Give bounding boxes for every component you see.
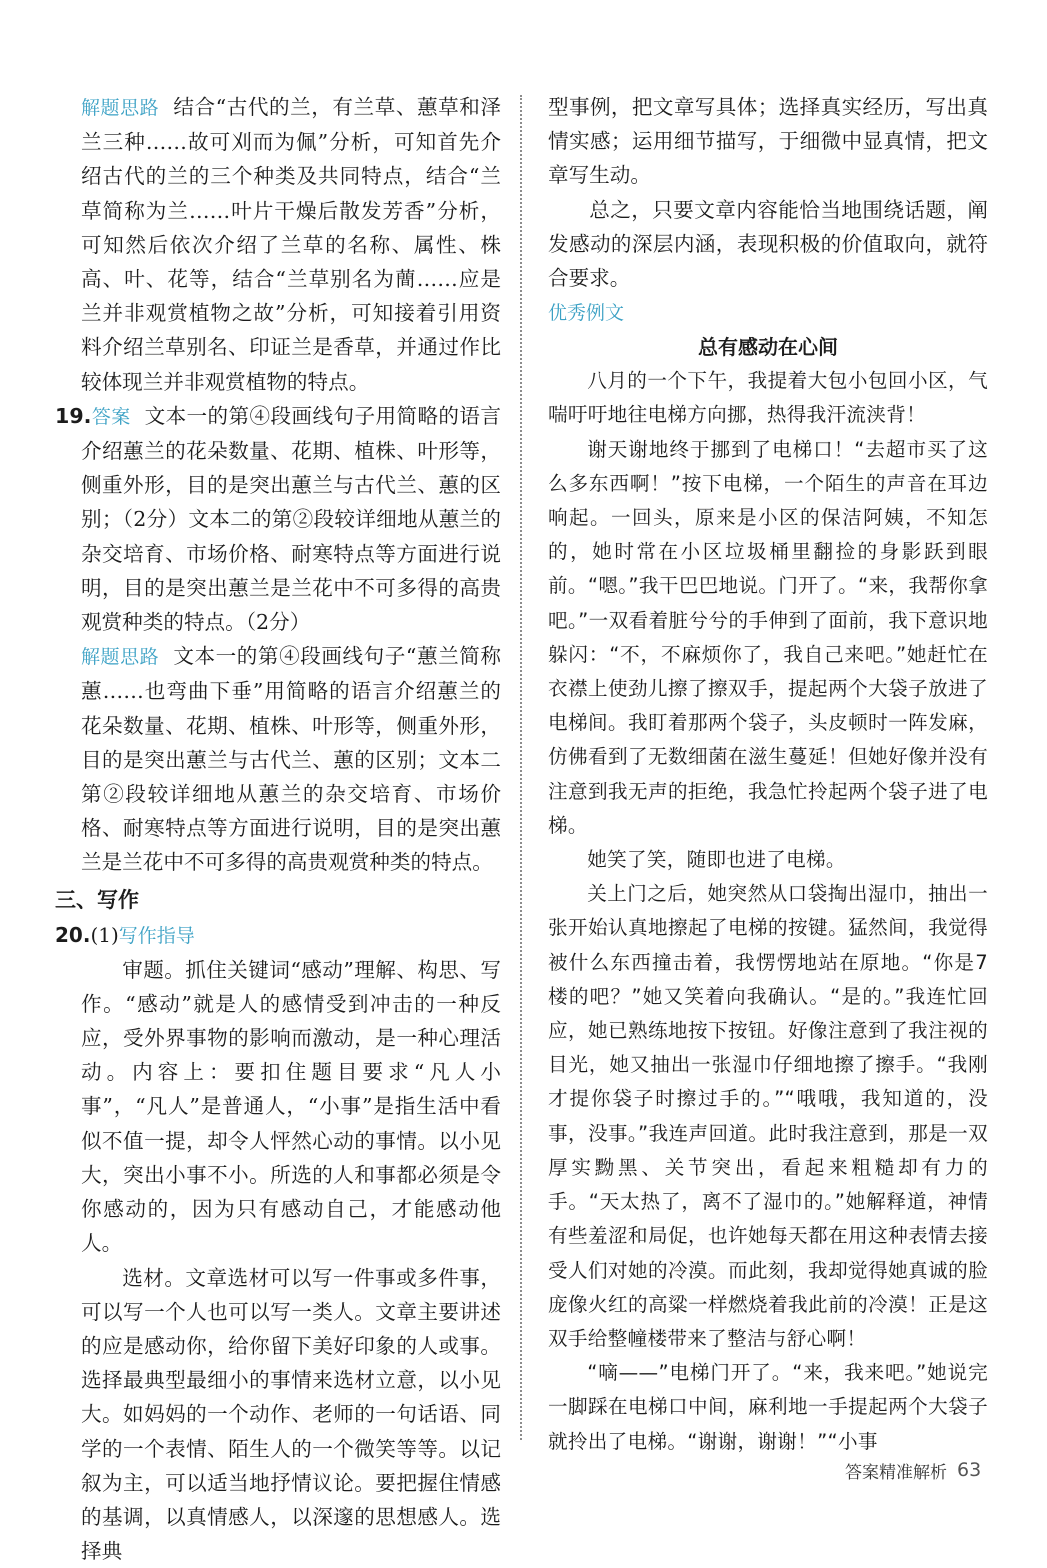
writing-guide-paragraph: 选材。文章选材可以写一件事或多件事，可以写一个人也可以写一类人。文章主要讲述的应是感动你，给你留下美好印象的人或事。选择最典型最细小的事情来选材立意，以小见大。如妈妈的一个动作、老师的一句话语、同学的一个表情、陌生人的一个微笑等等。以记叙为主，可以适当地抒情议论。要把握住情感的基调，以真情感人，以深邃的思想感人。选择典 [55, 1261, 501, 1568]
analysis-text: 文本一的第④段画线句子“蕙兰简称蕙……也弯曲下垂”用简略的语言介绍蕙兰的花朵数量、花期、植株、叶形等，侧重外形，目的是突出蕙兰与古代兰、蕙的区别；文本二第②段较详细地从蕙兰的杂交培育、市场价格、耐寒特点等方面进行说明，目的是突出蕙兰是兰花中不可多得的高贵观赏种类的特点。 [81, 644, 501, 874]
section-heading-writing: 三、写作 [55, 882, 501, 918]
essay-title: 总有感动在心间 [548, 330, 988, 364]
question-19-number: 19. [55, 404, 91, 428]
analysis-paragraph [55, 90, 501, 399]
column-divider [520, 95, 522, 1440]
page-number: 63 [957, 1459, 981, 1481]
writing-guide-paragraph: 审题。抓住关键词“感动”理解、构思、写作。“感动”就是人的感情受到冲击的一种反应，受外界事物的影响而激动，是一种心理活动。内容上：要扣住题目要求“凡人小事”，“凡人”是普通人，“小事”是指生活中看似不值一提，却令人怦然心动的事情。以小见大，突出小事不小。所选的人和事都必须是令你感动的，因为只有感动自己，才能感动他人。 [55, 953, 501, 1261]
sample-essay-label-line [548, 295, 988, 330]
essay-paragraph: 八月的一个下午，我提着大包小包回小区，气喘吁吁地往电梯方向挪，热得我汗流浃背！ [548, 364, 988, 432]
essay-paragraph: “嘀——”电梯门开了。“来，我来吧。”她说完一脚踩在电梯口中间，麻利地一手提起两个大袋子就拎出了电梯。“谢谢，谢谢！”“小事 [548, 1356, 988, 1459]
page-footer [845, 1455, 981, 1485]
right-column [548, 90, 988, 1459]
question-20-number: 20. [55, 923, 90, 947]
essay-paragraph: 谢天谢地终于挪到了电梯口！“去超市买了这么多东西啊！”按下电梯，一个陌生的声音在耳边响起。一回头，原来是小区的保洁阿姨，不知怎的，她时常在小区垃圾桶里翻捡的身影跃到眼前。“嗯。”我干巴巴地说。门开了。“来，我帮你拿吧。”一双看着脏兮兮的手伸到了面前，我下意识地躲闪：“不，不麻烦你了，我自己来吧。”她赶忙在衣襟上使劲儿擦了擦双手，提起两个大袋子放进了电梯间。我盯着那两个袋子，头皮顿时一阵发麻，仿佛看到了无数细菌在滋生蔓延！但她好像并没有注意到我无声的拒绝，我急忙拎起两个袋子进了电梯。 [548, 433, 988, 843]
analysis-label: 解题思路 [81, 646, 159, 668]
analysis-text: 结合“古代的兰，有兰草、蕙草和泽兰三种……故可刈而为佩”分析，可知首先介绍古代的兰的三个种类及共同特点，结合“兰草简称为兰……叶片干燥后散发芳香”分析，可知然后依次介绍了兰草的名称、属性、株高、叶、花等，结合“兰草别名为蕳……应是兰并非观赏植物之故”分析，可知接着引用资料介绍兰草别名、印证兰是香草，并通过作比较体现兰并非观赏植物的特点。 [81, 95, 501, 394]
left-column [55, 90, 501, 1568]
question-20-subnumber: (1) [90, 923, 118, 947]
answer-text: 文本一的第④段画线句子用简略的语言介绍蕙兰的花朵数量、花期、植株、叶形等，侧重外形，目的是突出蕙兰与古代兰、蕙的区别；（2分）文本二的第②段较详细地从蕙兰的杂交培育、市场价格、耐寒特点等方面进行说明，目的是突出蕙兰是兰花中不可多得的高贵观赏种类的特点。（2分） [81, 404, 501, 634]
writing-guide-continued: 型事例，把文章写具体；选择真实经历，写出真情实感；运用细节描写，于细微中显真情，把文章写生动。 [548, 90, 988, 193]
writing-guide-label: 写作指导 [119, 925, 195, 947]
answer-label: 答案 [91, 406, 130, 428]
sample-essay-label: 优秀例文 [548, 302, 624, 324]
analysis-label: 解题思路 [81, 97, 159, 119]
footer-label: 答案精准解析 [845, 1458, 947, 1483]
essay-paragraph: 关上门之后，她突然从口袋掏出湿巾，抽出一张开始认真地擦起了电梯的按键。猛然间，我觉得被什么东西撞击着，我愣愣地站在原地。“你是7楼的吧？”她又笑着向我确认。“是的。”我连忙回应，她已熟练地按下按钮。好像注意到了我注视的目光，她又抽出一张湿巾仔细地擦了擦手。“我刚才提你袋子时擦过手的。”“哦哦，我知道的，没事，没事。”我连声回道。此时我注意到，那是一双厚实黝黑、关节突出，看起来粗糙却有力的手。“天太热了，离不了湿巾的。”她解释道，神情有些羞涩和局促，也许她每天都在用这种表情去接受人们对她的冷漠。而此刻，我却觉得她真诚的脸庞像火红的高粱一样燃烧着我此前的冷漠！正是这双手给整幢楼带来了整洁与舒心啊！ [548, 877, 988, 1356]
question-20-header [55, 918, 501, 953]
question-19-analysis [55, 639, 501, 879]
question-19-answer [55, 399, 501, 639]
essay-paragraph: 她笑了笑，随即也进了电梯。 [548, 843, 988, 877]
writing-summary: 总之，只要文章内容能恰当地围绕话题，阐发感动的深层内涵，表现积极的价值取向，就符合要求。 [548, 193, 988, 296]
